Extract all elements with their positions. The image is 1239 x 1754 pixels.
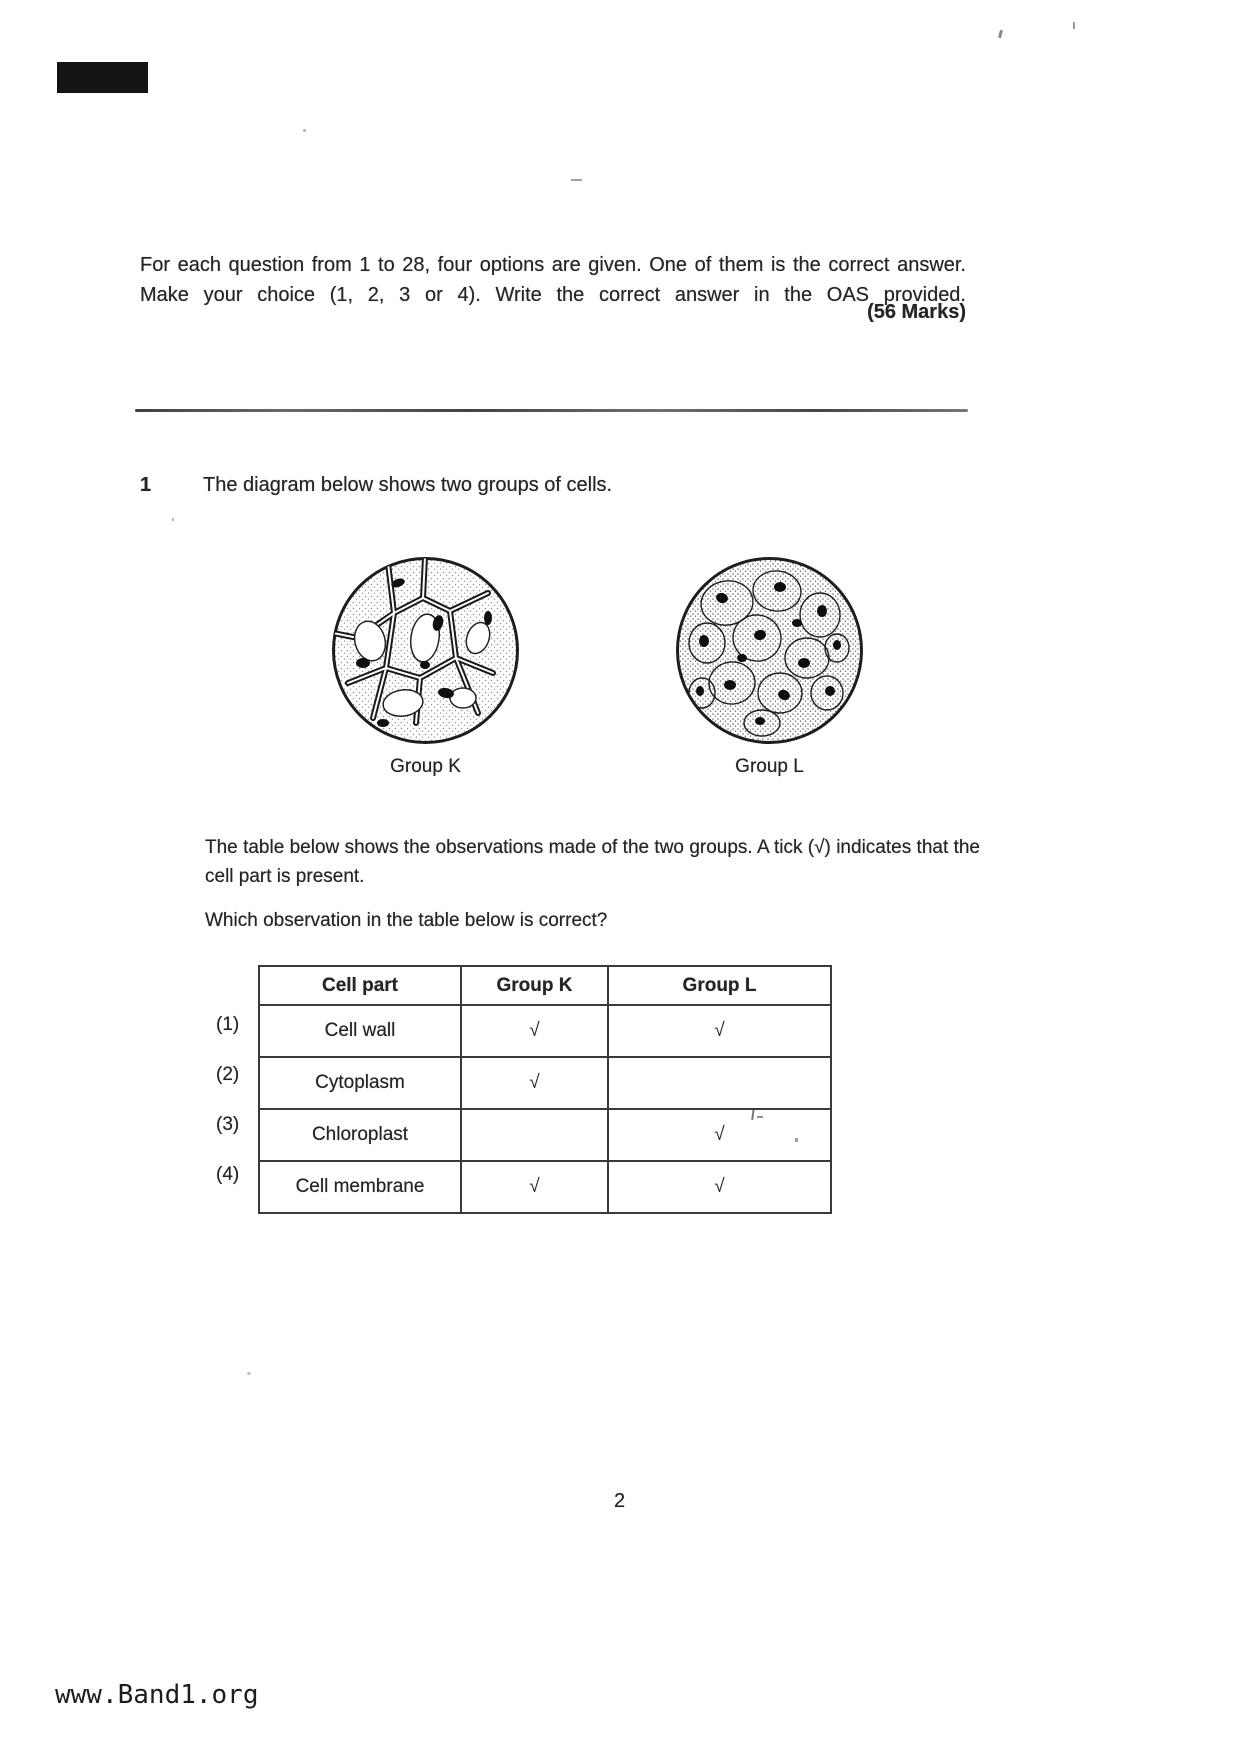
- option-label-3: (3): [216, 1114, 240, 1135]
- group-l-label: Group L: [735, 756, 804, 777]
- table-row: [259, 1109, 831, 1161]
- group-k-label: Group K: [390, 756, 461, 777]
- tick-group-k: √: [461, 1005, 608, 1057]
- group-l-cells-diagram: [672, 553, 867, 748]
- website-watermark: www.Band1.org: [55, 1680, 259, 1710]
- table-row: [259, 1161, 831, 1213]
- observation-note: The table below shows the observations made of the two groups. A tick (√) indicates that the cell part is present.: [205, 837, 980, 887]
- tick-group-k: √: [461, 1057, 608, 1109]
- redacted-school-name: [57, 62, 148, 93]
- table-header-row: [259, 966, 831, 1005]
- option-label-1: (1): [216, 1014, 240, 1035]
- tick-group-k: [461, 1109, 608, 1161]
- section-divider: [135, 409, 968, 412]
- cell-part-name: Cell membrane: [259, 1161, 461, 1213]
- group-k-cells-diagram: [328, 553, 523, 748]
- scan-artifact: [571, 179, 582, 181]
- table-row: [259, 1005, 831, 1057]
- instructions-line-1: For each question from 1 to 28, four options are given. One of them is the correct answer.: [140, 254, 966, 276]
- tick-group-l: √: [608, 1109, 831, 1161]
- question-number: 1: [140, 474, 152, 496]
- instructions-line-2: Make your choice (1, 2, 3 or 4). Write the correct answer in the OAS provided.: [140, 284, 966, 306]
- option-label-4: (4): [216, 1164, 240, 1185]
- page-number: 2: [613, 1490, 626, 1512]
- tick-group-l: [608, 1057, 831, 1109]
- scan-artifact: [303, 129, 306, 132]
- scan-artifact: [1073, 22, 1075, 29]
- header-group-l: Group L: [608, 966, 831, 1005]
- question-text: The diagram below shows two groups of cells.: [203, 474, 613, 496]
- cell-part-name: Chloroplast: [259, 1109, 461, 1161]
- cell-part-name: Cell wall: [259, 1005, 461, 1057]
- scan-artifact: [247, 1372, 251, 1375]
- header-cell-part: Cell part: [259, 966, 461, 1005]
- scan-artifact: [998, 30, 1003, 38]
- table-row: [259, 1057, 831, 1109]
- tick-group-l: √: [608, 1005, 831, 1057]
- cell-part-name: Cytoplasm: [259, 1057, 461, 1109]
- tick-group-k: √: [461, 1161, 608, 1213]
- observations-table: [258, 965, 832, 1214]
- marks-total: (56 Marks): [867, 301, 966, 323]
- tick-group-l: √: [608, 1161, 831, 1213]
- header-group-k: Group K: [461, 966, 608, 1005]
- question-prompt: Which observation in the table below is correct?: [205, 910, 608, 931]
- option-label-2: (2): [216, 1064, 240, 1085]
- scan-artifact: [172, 518, 174, 521]
